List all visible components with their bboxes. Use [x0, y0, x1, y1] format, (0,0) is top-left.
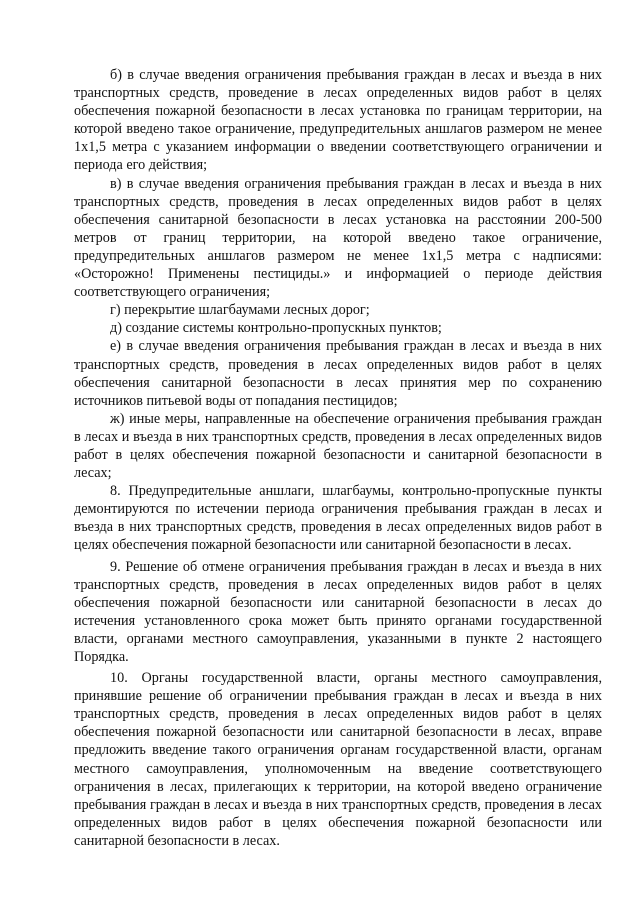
paragraph-d: д) создание системы контрольно-пропускных пунктов; [110, 320, 442, 337]
paragraph-zh: ж) иные меры, направленные на обеспечение ограничения пребывания граждан в лесах и въезда в них транспортных средств, проведения в лесах определенных видов работ в целях обеспечения пожарной безопасности и санитарной безопасности в лесах; [74, 410, 602, 482]
paragraph-9: 9. Решение об отмене ограничения пребывания граждан в лесах и въезда в них транспортных средств, проведения в лесах определенных видов работ в целях обеспечения пожарной безопасности или санитарной безопасности в лесах до истечения установленного срока может быть принято органами государственной власти, органами местного самоуправления, указанными в пункте 2 настоящего Порядка. [74, 558, 602, 665]
paragraph-g: г) перекрытие шлагбаумами лесных дорог; [110, 302, 370, 319]
document-page [74, 66, 602, 850]
paragraph-10: 10. Органы государственной власти, органы местного самоуправления, принявшие решение об ограничении пребывания граждан в лесах и въезда в них транспортных средств, проведения в лесах определенных видов работ в целях обеспечения пожарной безопасности или санитарной безопасности в лесах, вправе предложить введение такого ограничения органам государственной власти, органам местного самоуправления, уполномоченным на введение соответствующего ограничения в лесах, прилегающих к территории, на которой введено ограничение пребывания граждан в лесах и въезда в них транспортных средств, проведения в лесах определенных видов работ в целях обеспечения пожарной безопасности или санитарной безопасности в лесах. [74, 670, 602, 849]
paragraph-8: 8. Предупредительные аншлаги, шлагбаумы, контрольно-пропускные пункты демонтируются по истечении периода ограничения пребывания граждан в лесах и въезда в них транспортных средств, проведения в лесах определенных видов работ в целях обеспечения пожарной безопасности или санитарной безопасности в лесах. [74, 483, 602, 554]
paragraph-e: е) в случае введения ограничения пребывания граждан в лесах и въезда в них транспортных средств, проведения в лесах определенных видов работ в целях обеспечения санитарной безопасности в лесах принятия мер по сохранению источников питьевой воды от попадания пестицидов; [74, 338, 602, 409]
paragraph-b: б) в случае введения ограничения пребывания граждан в лесах и въезда в них транспортных средств, проведение в лесах определенных видов работ в целях обеспечения пожарной безопасности в лесах установка по границам территории, на которой введено такое ограничение, предупредительных аншлагов размером не менее 1x1,5 метра с указанием информации о введении соответствующего ограничении и периода его действия; [74, 67, 602, 174]
paragraph-v: в) в случае введения ограничения пребывания граждан в лесах и въезда в них транспортных средств, проведения в лесах определенных видов работ в целях обеспечения санитарной безопасности в лесах установка на расстоянии 200-500 метров от границ территории, на которой введено такое ограничение, предупредительных аншлагов размером не менее 1x1,5 метра с надписями: «Осторожно! Применены пестициды.» и информацией о периоде действия соответствующего ограничения; [74, 175, 602, 301]
